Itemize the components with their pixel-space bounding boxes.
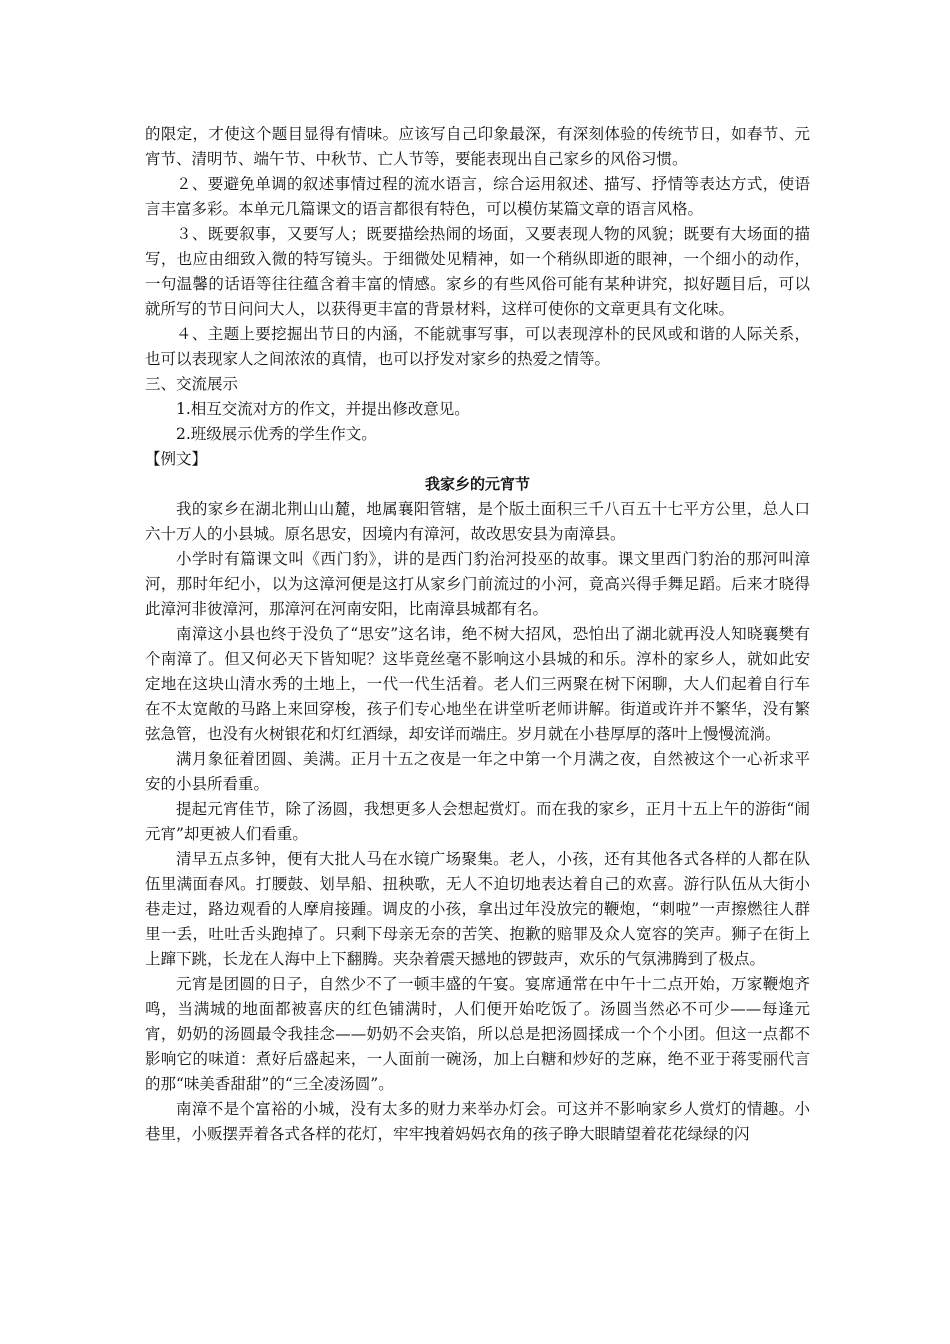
essay-paragraph: 小学时有篇课文叫《西门豹》，讲的是西门豹治河投巫的故事。课文里西门豹治的那河叫漳河，那时年纪小，以为这漳河便是这打从家乡门前流过的小河，竟高兴得手舞足蹈。后来才晓得此漳河非彼漳河，那漳河在河南安阳，比南漳县城都有名。 bbox=[145, 550, 810, 618]
guideline-3: ３、既要叙事，又要写人；既要描绘热闹的场面，又要表现人物的风貌；既要有大场面的描写，也应由细致入微的特写镜头。于细微处见精神，如一个稍纵即逝的眼神，一个细小的动作，一句温馨的话语等往往蕴含着丰富的情感。家乡的有些风俗可能有某种讲究，拟好题目后，可以就所写的节日问问大人，以获得更丰富的背景材料，这样可使你的文章更具有文化味。 bbox=[145, 225, 810, 318]
section-item-1: 1.相互交流对方的作文，并提出修改意见。 bbox=[176, 400, 470, 418]
example-label: 【例文】 bbox=[145, 450, 208, 468]
essay-paragraph: 提起元宵佳节，除了汤圆，我想更多人会想起赏灯。而在我的家乡，正月十五上午的游街“闹元宵”却更被人们看重。 bbox=[145, 800, 810, 843]
section-heading: 三、交流展示 bbox=[145, 375, 239, 393]
essay-paragraph: 元宵是团圆的日子，自然少不了一顿丰盛的午宴。宴席通常在中午十二点开始，万家鞭炮齐鸣，当满城的地面都被喜庆的红色铺满时，人们便开始吃饭了。汤圆当然必不可少——每逢元宵，奶奶的汤圆最令我挂念——奶奶不会夹馅，所以总是把汤圆揉成一个个小团。但这一点都不影响它的味道：煮好后盛起来，一人面前一碗汤，加上白糖和炒好的芝麻，绝不亚于蒋雯丽代言的那“味美香甜甜”的“三全凌汤圆”。 bbox=[145, 975, 810, 1093]
document-page bbox=[145, 122, 810, 1147]
paragraph-continuation: 的限定，才使这个题目显得有情味。应该写自己印象最深，有深刻体验的传统节日，如春节、元宵节、清明节、端午节、中秋节、亡人节等，要能表现出自己家乡的风俗习惯。 bbox=[145, 125, 810, 168]
essay-paragraph: 南漳不是个富裕的小城，没有太多的财力来举办灯会。可这并不影响家乡人赏灯的情趣。小巷里，小贩摆弄着各式各样的花灯，牢牢拽着妈妈衣角的孩子睁大眼睛望着花花绿绿的闪 bbox=[145, 1100, 810, 1143]
essay-paragraph: 南漳这小县也终于没负了“思安”这名讳，绝不树大招风，恐怕出了湖北就再没人知晓襄樊有个南漳了。但又何必天下皆知呢？这毕竟丝毫不影响这小县城的和乐。淳朴的家乡人，就如此安定地在这块山清水秀的土地上，一代一代生活着。老人们三两聚在树下闲聊，大人们起着自行车在不太宽敞的马路上来回穿梭，孩子们专心地坐在讲堂听老师讲解。街道或许并不繁华，没有繁弦急管，也没有火树银花和灯红酒绿，却安详而端庄。岁月就在小巷厚厚的落叶上慢慢流淌。 bbox=[145, 625, 810, 743]
essay-title: 我家乡的元宵节 bbox=[424, 475, 530, 493]
essay-paragraph: 我的家乡在湖北荆山山麓，地属襄阳管辖，是个版土面积三千八百五十七平方公里，总人口六十万人的小县城。原名思安，因境内有漳河，故改思安县为南漳县。 bbox=[145, 500, 810, 543]
essay-paragraph: 清早五点多钟，便有大批人马在水镜广场聚集。老人，小孩，还有其他各式各样的人都在队伍里满面春风。打腰鼓、划旱船、扭秧歌，无人不迫切地表达着自己的欢喜。游行队伍从大街小巷走过，路边观看的人摩肩接踵。调皮的小孩，拿出过年没放完的鞭炮，“刺啦”一声擦燃往人群里一丢，吐吐舌头跑掉了。只剩下母亲无奈的苦笑、抱歉的赔罪及众人宽容的笑声。狮子在街上上蹿下跳，长龙在人海中上下翻腾。夹杂着震天撼地的锣鼓声，欢乐的气氛沸腾到了极点。 bbox=[145, 850, 810, 968]
guideline-4: ４、主题上要挖掘出节日的内涵，不能就事写事，可以表现淳朴的民风或和谐的人际关系，也可以表现家人之间浓浓的真情，也可以抒发对家乡的热爱之情等。 bbox=[145, 325, 810, 368]
guideline-2: ２、要避免单调的叙述事情过程的流水语言，综合运用叙述、描写、抒情等表达方式，使语言丰富多彩。本单元几篇课文的语言都很有特色，可以模仿某篇文章的语言风格。 bbox=[145, 175, 810, 218]
section-item-2: 2.班级展示优秀的学生作文。 bbox=[176, 425, 377, 443]
essay-paragraph: 满月象征着团圆、美满。正月十五之夜是一年之中第一个月满之夜，自然被这个一心祈求平安的小县所看重。 bbox=[145, 750, 810, 793]
